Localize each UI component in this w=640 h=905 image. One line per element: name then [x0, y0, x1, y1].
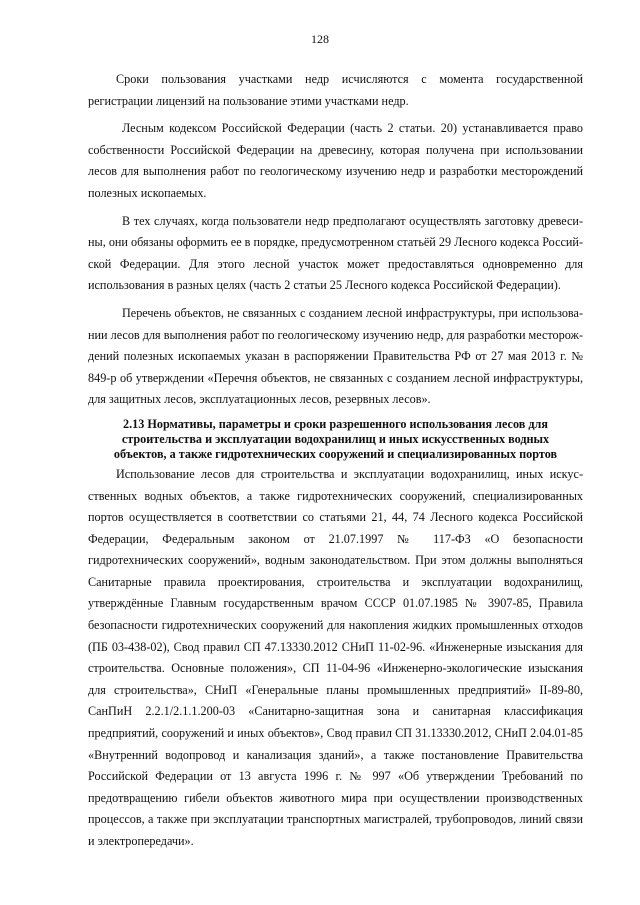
section-heading-line-1: 2.13 Нормативы, параметры и сроки разрешенного использования лесов для — [123, 416, 548, 431]
paragraph-objects-list: Перечень объектов, не связанных с созданием лесной инфраструктуры, при использовании лесов для выполнения работ по геологическому изучению недр, для разработки месторождений полезных ископаемых указан в распоряжении Правительства РФ от 27 мая 2013 г. № 849-р об утверждении «Перечня объектов, не связанных с созданием лесной инфраструктуры, для защитных лесов, эксплуатационных лесов, резервных лесов». — [88, 305, 583, 407]
page-content — [88, 69, 583, 853]
paragraph-subsoil-use-terms: Сроки пользования участками недр исчисляются с момента государственной регистрации лицензий на пользование этими участками недр. — [88, 72, 583, 108]
paragraph-reservoirs-use: Использование лесов для строительства и эксплуатации водохранилищ, иных искусственных водных объектов, а также гидротехнических сооружений, специализированных портов осуществляется в соответствии со статьями 21, 44, 74 Лесного кодекса Российской Федерации, Федеральным законом от 21.07.1997 № 117-ФЗ «О безопасности гидротехнических сооружений», водным законодательством. При этом должны выполняться Санитарные правила проектирования, строительства и эксплуатации водохранилищ, утверждённые Главным государственным врачом СССР 01.07.1985 № 3907-85, Правила безопасности гидротехнических сооружений для накопления жидких промышленных отходов (ПБ 03-438-02), Свод правил СП 47.13330.2012 СНиП 11-02-96. «Инженерные изыскания для строительства. Основные положения», СП 11-04-96 «Инженерно-экологические изыскания для строительства», СНиП «Генеральные планы промышленных предприятий» II-89-80, СанПиН 2.2.1/2.1.1.200-03 «Санитарно-защитная зона и санитарная классификация предприятий, сооружений и иных объектов», Свод правил СП 31.13330.2012, СНиП 2.04.01-85 «Внутренний водопровод и канализация зданий», а также постановление Правительства Российской Федерации от 13 августа 1996 г. № 997 «Об утверждении Требований по предотвращению гибели объектов животного мира при осуществлении производственных процессов, а также при эксплуатации транспортных магистралей, трубопроводов, линий связи и электропередачи». — [88, 466, 583, 848]
paragraph-forest-code-ownership: Лесным кодексом Российской Федерации (часть 2 статьи. 20) устанавливается право собственности Российской Федерации на древесину, которая получена при использовании лесов для выполнения работ по геологическому изучению недр и разработки месторождений полезных ископаемых. — [88, 121, 583, 200]
section-heading-line-2: строительства и эксплуатации водохранилищ и иных искусственных водных — [121, 431, 550, 446]
paragraph-timber-harvesting: В тех случаях, когда пользователи недр предполагают осуществлять заготовку древесины, они обязаны оформить ее в порядке, предусмотренном статьёй 29 Лесного кодекса Российской Федерации. Для этого лесной участок может предоставляться одновременно для использования в разных целях (часть 2 статьи 25 Лесного кодекса Российской Федерации). — [88, 213, 583, 293]
section-heading-line-3: объектов, а также гидротехнических сооружений и специализированных портов — [113, 446, 558, 461]
section-heading — [88, 417, 583, 462]
page-number: 128 — [311, 32, 329, 46]
